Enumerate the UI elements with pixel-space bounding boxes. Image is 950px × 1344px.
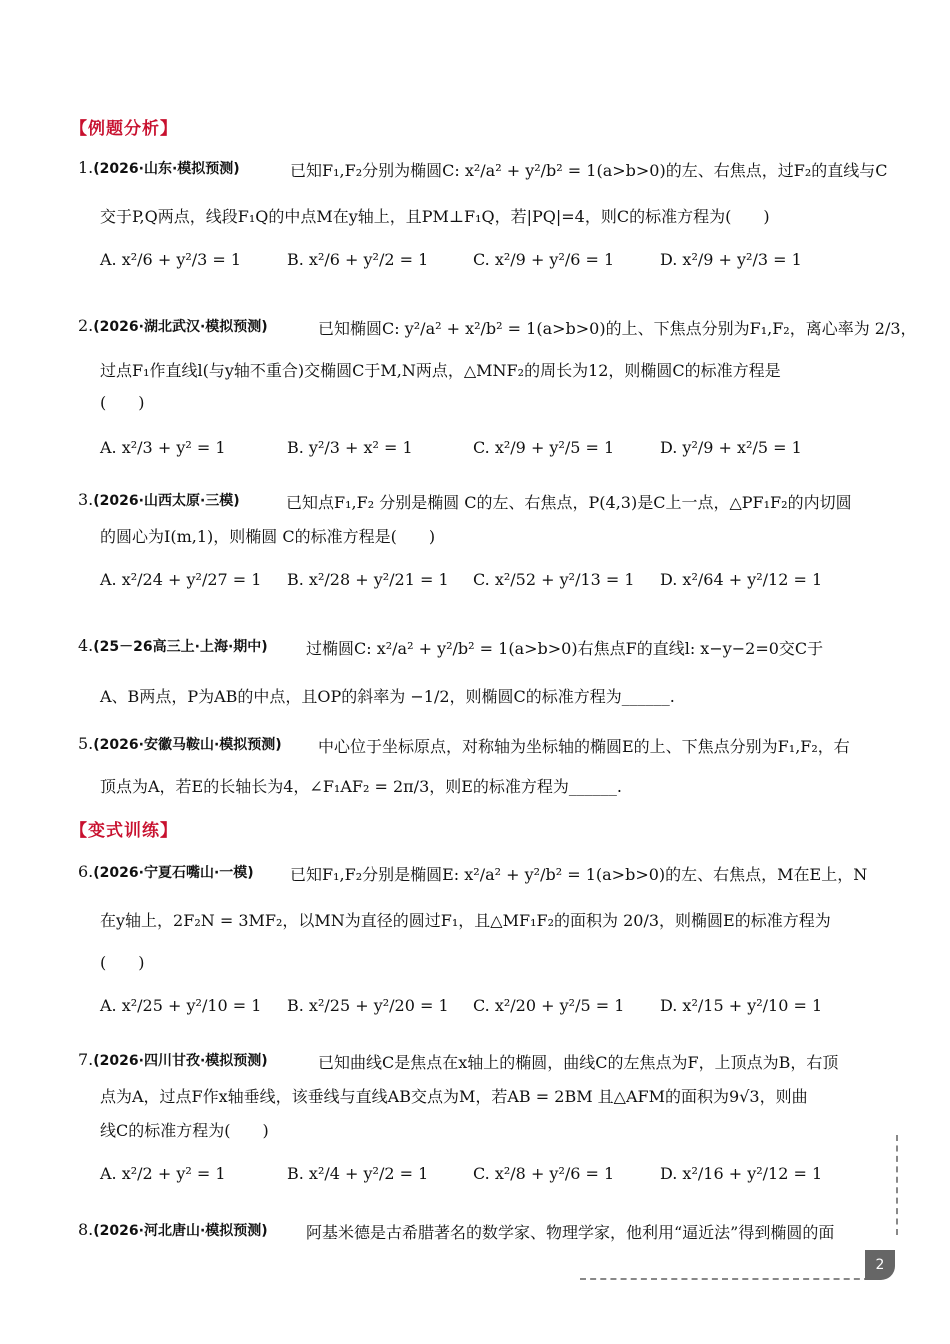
question-6-text-1: 已知F₁,F₂分别是椭圆E: x²/a² + y²/b² = 1(a>b>0)的左、右焦点，M在E上，N (290, 865, 868, 884)
option-a[interactable]: A. x²/3 + y² = 1 (100, 438, 226, 457)
question-4-line-1: 4.(25－26高三上·上海·期中) (78, 636, 268, 655)
question-source: (2026·安徽马鞍山·模拟预测) (93, 737, 282, 753)
option-c[interactable]: C. x²/20 + y²/5 = 1 (473, 996, 625, 1015)
question-1-text-1: 已知F₁,F₂分别为椭圆C: x²/a² + y²/b² = 1(a>b>0)的左、右焦点，过F₂的直线与C (290, 161, 888, 180)
option-c[interactable]: C. x²/52 + y²/13 = 1 (473, 570, 635, 589)
question-3-line-1: 3.(2026·山西太原·三模) (78, 490, 240, 509)
option-a[interactable]: A. x²/24 + y²/27 = 1 (100, 570, 262, 589)
question-8-text-1: 阿基米德是古希腊著名的数学家、物理学家，他利用“逼近法”得到椭圆的面 (306, 1223, 835, 1242)
question-5-line-1: 5.(2026·安徽马鞍山·模拟预测) (78, 734, 282, 753)
question-7-text-2: 点为A，过点F作x轴垂线，该垂线与直线AB交点为M，若AB = 2BM 且△AFM的面积为9√3，则曲 (100, 1087, 808, 1106)
question-source: (25－26高三上·上海·期中) (93, 639, 268, 655)
question-1-line-1: 1.(2026·山东·模拟预测) (78, 158, 240, 177)
question-2-text-3: ( ) (100, 393, 145, 412)
question-source: (2026·四川甘孜·模拟预测) (93, 1053, 268, 1069)
question-3-text-2: 的圆心为I(m,1)，则椭圆 C的标准方程是( ) (100, 527, 436, 546)
page-border-dashed-vertical (896, 1135, 898, 1235)
question-6-line-1: 6.(2026·宁夏石嘴山·一模) (78, 862, 254, 881)
question-6-text-2: 在y轴上，2F₂N = 3MF₂，以MN为直径的圆过F₁，且△MF₁F₂的面积为 20/3，则椭圆E的标准方程为 (100, 911, 831, 930)
option-c[interactable]: C. x²/9 + y²/5 = 1 (473, 438, 615, 457)
question-8-line-1: 8.(2026·河北唐山·模拟预测) (78, 1220, 268, 1239)
question-4-text-2: A、B两点，P为AB的中点，且OP的斜率为 −1/2，则椭圆C的标准方程为______. (100, 687, 675, 706)
option-b[interactable]: B. x²/28 + y²/21 = 1 (287, 570, 449, 589)
question-2-line-1: 2.(2026·湖北武汉·模拟预测) (78, 316, 268, 335)
option-d[interactable]: D. x²/9 + y²/3 = 1 (660, 250, 802, 269)
page-border-dashed-horizontal (580, 1278, 870, 1280)
option-a[interactable]: A. x²/25 + y²/10 = 1 (100, 996, 262, 1015)
question-source: (2026·宁夏石嘴山·一模) (93, 865, 254, 881)
question-2-text-2: 过点F₁作直线l(与y轴不重合)交椭圆C于M,N两点，△MNF₂的周长为12，则椭圆C的标准方程是 (100, 361, 781, 380)
section-heading-practice: 【变式训练】 (70, 821, 178, 841)
question-source: (2026·山东·模拟预测) (93, 161, 240, 177)
option-d[interactable]: D. x²/16 + y²/12 = 1 (660, 1164, 823, 1183)
question-5-text-1: 中心位于坐标原点，对称轴为坐标轴的椭圆E的上、下焦点分别为F₁,F₂，右 (318, 737, 850, 756)
question-source: (2026·河北唐山·模拟预测) (93, 1223, 268, 1239)
question-7-line-1: 7.(2026·四川甘孜·模拟预测) (78, 1050, 268, 1069)
option-d[interactable]: D. y²/9 + x²/5 = 1 (660, 438, 802, 457)
option-b[interactable]: B. x²/4 + y²/2 = 1 (287, 1164, 429, 1183)
option-d[interactable]: D. x²/64 + y²/12 = 1 (660, 570, 823, 589)
question-6-text-3: ( ) (100, 953, 145, 972)
option-b[interactable]: B. y²/3 + x² = 1 (287, 438, 413, 457)
question-3-text-1: 已知点F₁,F₂ 分别是椭圆 C的左、右焦点，P(4,3)是C上一点，△PF₁F₂的内切圆 (286, 493, 852, 512)
option-b[interactable]: B. x²/6 + y²/2 = 1 (287, 250, 429, 269)
option-d[interactable]: D. x²/15 + y²/10 = 1 (660, 996, 823, 1015)
option-c[interactable]: C. x²/9 + y²/6 = 1 (473, 250, 615, 269)
question-4-text-1: 过椭圆C: x²/a² + y²/b² = 1(a>b>0)右焦点F的直线l: x−y−2=0交C于 (306, 639, 824, 658)
question-7-text-3: 线C的标准方程为( ) (100, 1121, 269, 1140)
page-number: 2 (865, 1250, 895, 1280)
question-1-text-2: 交于P,Q两点，线段F₁Q的中点M在y轴上，且PM⊥F₁Q，若|PQ|=4，则C的标准方程为( ) (100, 207, 770, 226)
question-2-text-1: 已知椭圆C: y²/a² + x²/b² = 1(a>b>0)的上、下焦点分别为F₁,F₂，离心率为 2/3， (318, 319, 917, 338)
option-b[interactable]: B. x²/25 + y²/20 = 1 (287, 996, 449, 1015)
question-source: (2026·湖北武汉·模拟预测) (93, 319, 268, 335)
option-a[interactable]: A. x²/2 + y² = 1 (100, 1164, 226, 1183)
question-7-text-1: 已知曲线C是焦点在x轴上的椭圆，曲线C的左焦点为F，上顶点为B，右顶 (318, 1053, 839, 1072)
question-5-text-2: 顶点为A，若E的长轴长为4，∠F₁AF₂ = 2π/3，则E的标准方程为______. (100, 777, 623, 796)
option-a[interactable]: A. x²/6 + y²/3 = 1 (100, 250, 242, 269)
section-heading-examples: 【例题分析】 (70, 119, 178, 139)
option-c[interactable]: C. x²/8 + y²/6 = 1 (473, 1164, 615, 1183)
question-source: (2026·山西太原·三模) (93, 493, 240, 509)
